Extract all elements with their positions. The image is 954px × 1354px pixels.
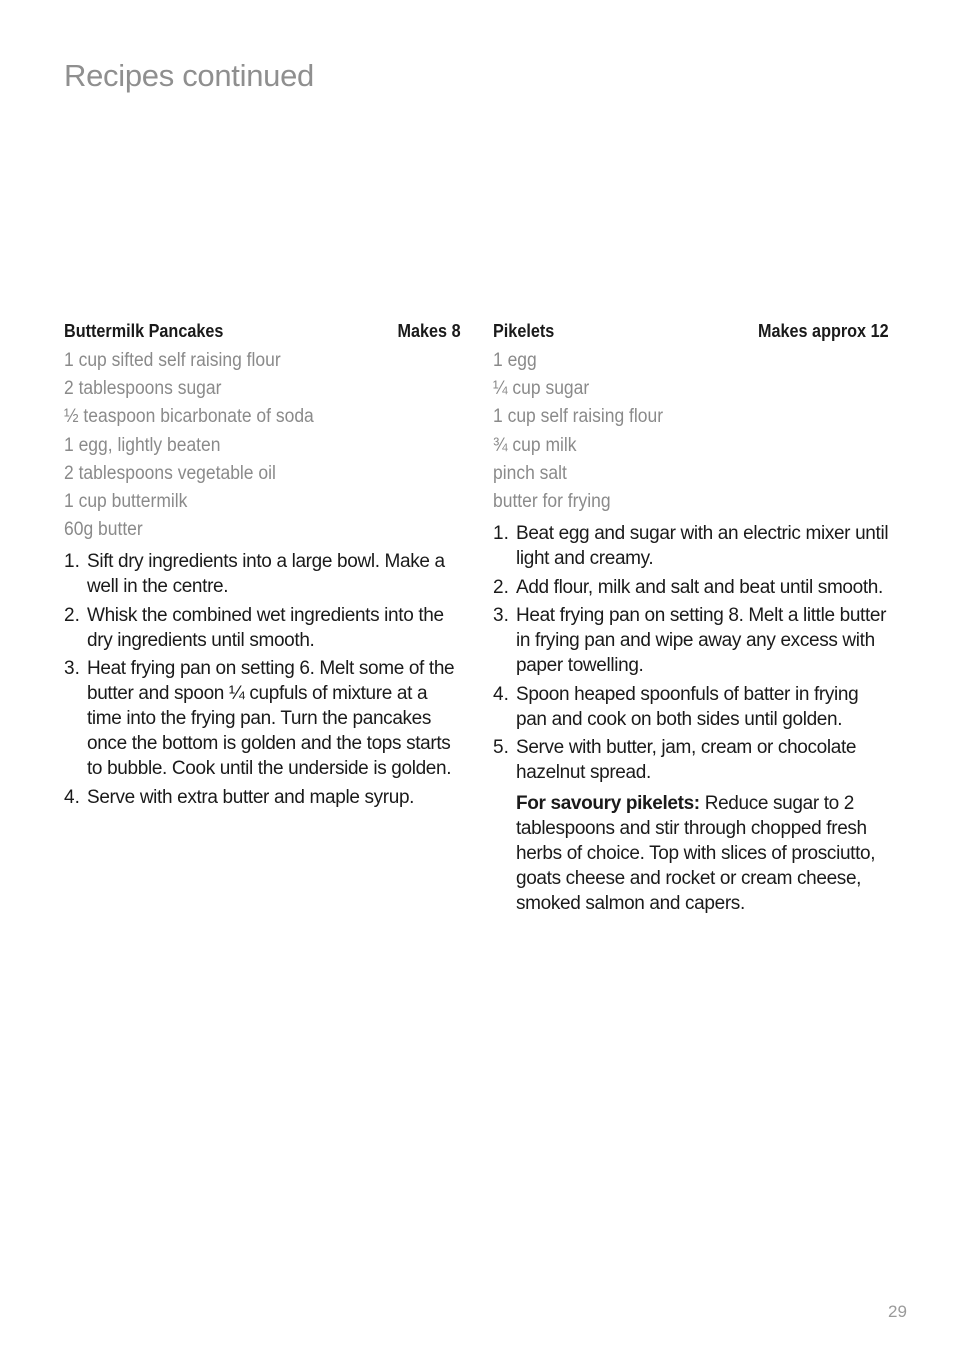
step-text: Spoon heaped spoonfuls of batter in frying pan and cook on both sides until golden. — [516, 683, 859, 730]
method-step — [493, 682, 889, 732]
ingredient-item: 1 cup self raising flour — [493, 406, 664, 428]
step-text: Serve with butter, jam, cream or chocolate hazelnut spread. — [516, 737, 857, 784]
method-step — [493, 735, 889, 785]
step-number: 5. — [493, 737, 509, 759]
method-steps — [493, 521, 889, 785]
step-text: Whisk the combined wet ingredients into the dry ingredients until smooth. — [87, 604, 444, 651]
ingredient-item: 1 cup sifted self raising flour — [64, 350, 281, 371]
step-text: Serve with extra butter and maple syrup. — [87, 786, 415, 808]
method-step — [64, 656, 461, 781]
recipe-yield: Makes approx 12 — [758, 321, 889, 341]
savoury-variation-note — [493, 791, 889, 916]
page-title: Recipes continued — [64, 58, 314, 93]
ingredient-item: ¾ cup milk — [493, 434, 577, 456]
ingredient-item: 2 tablespoons vegetable oil — [64, 462, 276, 484]
step-number: 1. — [64, 551, 80, 573]
method-step — [493, 521, 889, 571]
step-number: 3. — [493, 605, 509, 627]
step-number: 3. — [64, 658, 80, 680]
note-text: Reduce sugar to 2 tablespoons and stir through chopped fresh herbs of choice. Top with slices of prosciutto, goats cheese and rocket or cream cheese, smoked salmon and capers. — [516, 793, 876, 915]
ingredient-item: ¼ cup sugar — [493, 378, 590, 400]
ingredient-item: pinch salt — [493, 462, 567, 484]
step-text: Heat frying pan on setting 8. Melt a little butter in frying pan and wipe away any excess with paper towelling. — [516, 605, 887, 677]
method-step — [64, 785, 461, 810]
method-steps — [64, 549, 461, 810]
step-text: Add flour, milk and salt and beat until smooth. — [516, 576, 883, 598]
recipe-yield: Makes 8 — [397, 321, 461, 341]
method-step — [493, 603, 889, 678]
method-step — [64, 603, 461, 653]
ingredient-item: 60g butter — [64, 519, 143, 541]
ingredient-item: 1 egg, lightly beaten — [64, 434, 221, 456]
step-number: 2. — [493, 576, 509, 598]
step-number: 2. — [64, 604, 80, 626]
step-number: 4. — [64, 786, 80, 808]
recipe-header — [493, 319, 889, 347]
step-text: Heat frying pan on setting 6. Melt some of the butter and spoon ¼ cupfuls of mixture at a time into the frying pan. Turn the pancakes once the bottom is golden and the tops starts to bubble. Cook until the underside is golden. — [87, 658, 455, 780]
method-step — [64, 549, 461, 599]
note-label: For savoury pikelets: — [516, 793, 700, 815]
ingredient-item: 2 tablespoons sugar — [64, 378, 222, 400]
recipe-pikelets — [493, 319, 889, 935]
recipe-header — [64, 319, 461, 347]
ingredient-list — [493, 347, 889, 516]
recipe-title: Buttermilk Pancakes — [64, 321, 224, 341]
step-number: 1. — [493, 523, 509, 545]
ingredient-item: 1 cup buttermilk — [64, 491, 188, 513]
step-number: 4. — [493, 683, 509, 705]
ingredient-item: butter for frying — [493, 491, 611, 513]
step-text: Sift dry ingredients into a large bowl. Make a well in the centre. — [87, 551, 445, 598]
recipe-buttermilk-pancakes — [64, 319, 461, 813]
ingredient-item: ½ teaspoon bicarbonate of soda — [64, 406, 314, 428]
step-text: Beat egg and sugar with an electric mixer until light and creamy. — [516, 523, 889, 570]
page-number: 29 — [888, 1302, 907, 1321]
ingredient-item: 1 egg — [493, 350, 537, 371]
ingredient-list — [64, 347, 461, 544]
recipe-title: Pikelets — [493, 321, 555, 341]
method-step — [493, 575, 889, 600]
